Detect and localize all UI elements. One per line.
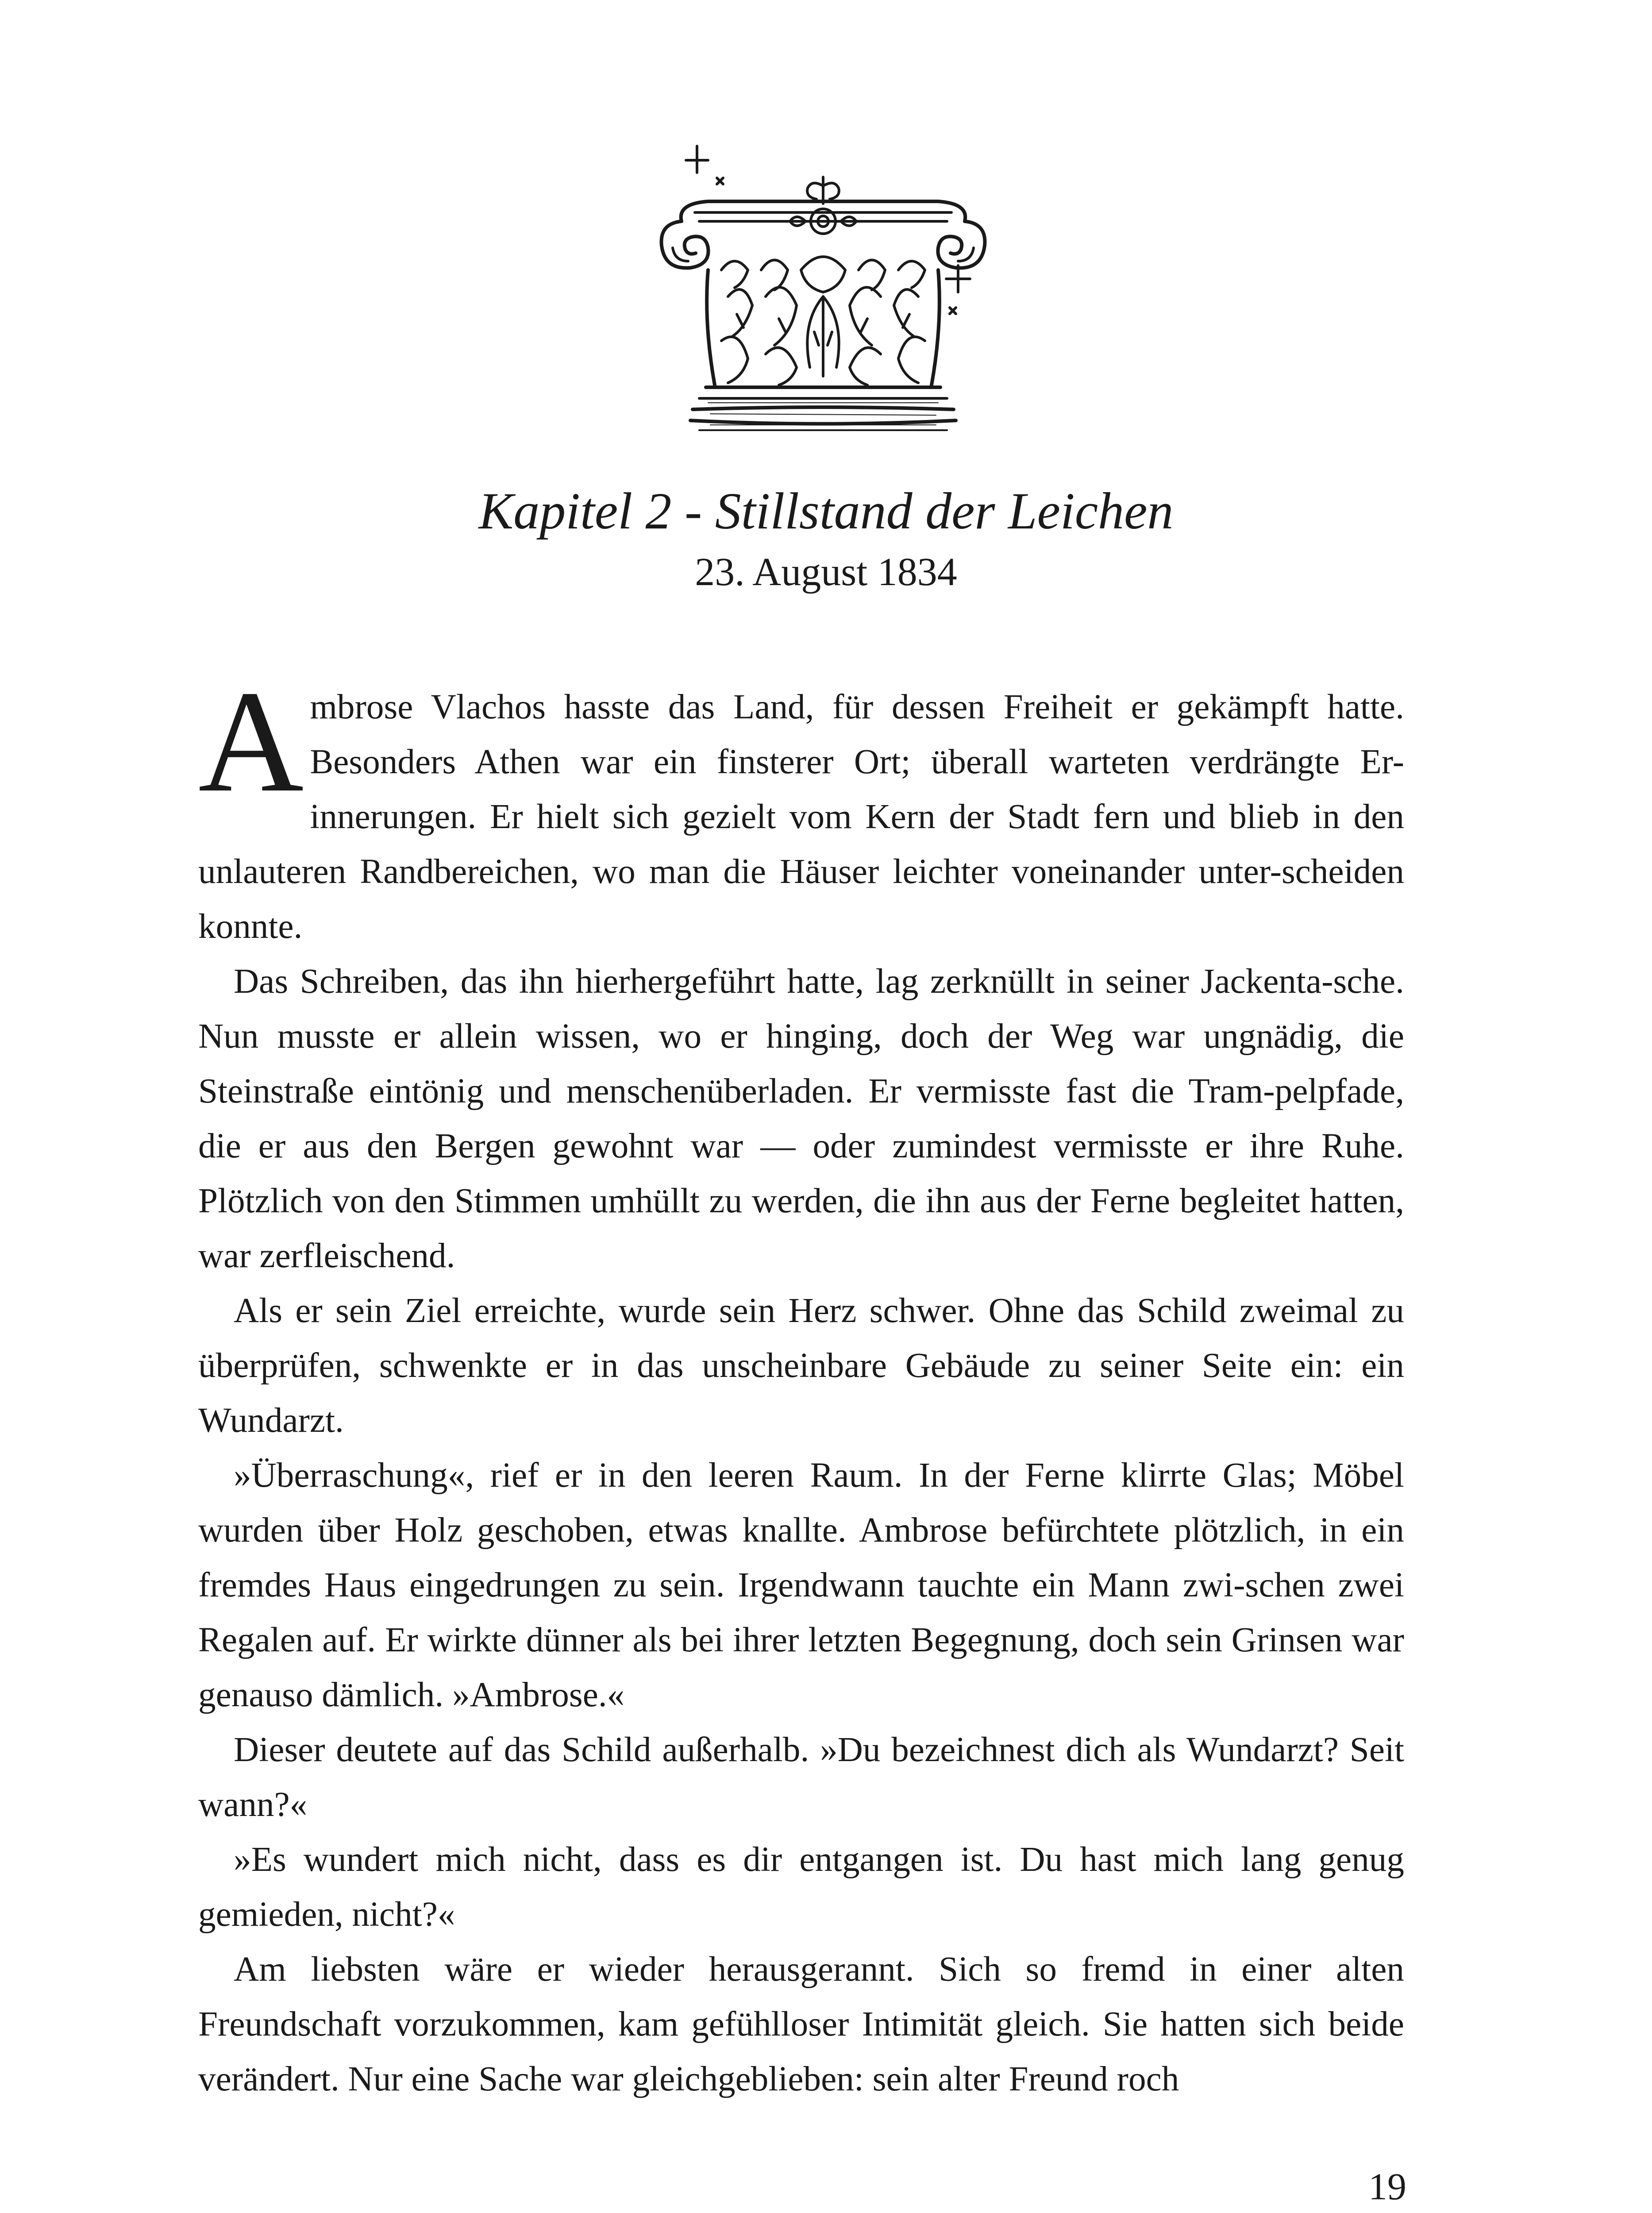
chapter-date: 23. August 1834 [695, 550, 957, 594]
paragraph: »Überraschung«, rief er in den leeren Raum. In der Ferne klirrte Glas; Möbel wurden über Holz geschoben, etwas knallte. Ambrose befürchtete plötzlich, in ein fremdes Haus eingedrungen zu sein. Irgendwann tauchte ein Mann zwi-schen zwei Regalen auf. Er wirkte dünner als bei ihrer letzten Begegnung, doch sein Grinsen war genauso dämlich. »Ambrose.« [198, 1456, 1404, 1714]
body-text [198, 661, 1404, 2106]
paragraph: Als er sein Ziel erreichte, wurde sein Herz schwer. Ohne das Schild zweimal zu überprüfen, schwenkte er in das unscheinbare Gebäude zu seiner Seite ein: ein Wundarzt. [198, 1291, 1404, 1440]
sparkle-icon [946, 266, 970, 314]
paragraph-text: mbrose Vlachos hasste das Land, für dessen Freiheit er gekämpft hatte. Besonders Athen war ein finsterer Ort; überall warteten verdrängte Er-innerungen. Er hielt sich gezielt vom Kern der Stadt fern und blieb in den unlauteren Randbereichen, wo man die Häuser leichter voneinander unter-scheiden konnte. [198, 687, 1404, 946]
chapter-title: Kapitel 2 - Stillstand der Leichen [478, 482, 1174, 540]
page-number: 19 [1368, 2165, 1406, 2208]
drop-cap: A [198, 661, 304, 822]
paragraph: Dieser deutete auf das Schild außerhalb. »Du bezeichnest dich als Wundarzt? Seit wann?« [198, 1730, 1404, 1824]
paragraph: »Es wundert mich nicht, dass es dir entgangen ist. Du hast mich lang genug gemieden, nicht?« [198, 1840, 1404, 1934]
sparkle-icon [686, 146, 723, 184]
paragraph [198, 661, 1404, 954]
corinthian-capital-icon [633, 137, 1013, 456]
paragraph: Das Schreiben, das ihn hierhergeführt hatte, lag zerknüllt in seiner Jackenta-sche. Nun musste er allein wissen, wo er hinging, doch der Weg war ungnädig, die Steinstraße eintönig und menschenüberladen. Er vermisste fast die Tram-pelpfade, die er aus den Bergen gewohnt war — oder zumindest vermisste er ihre Ruhe. Plötzlich von den Stimmen umhüllt zu werden, die ihn aus der Ferne begleitet hatten, war zerfleischend. [198, 962, 1404, 1275]
paragraph: Am liebsten wäre er wieder herausgerannt. Sich so fremd in einer alten Freundschaft vorzukommen, kam gefühlloser Intimität gleich. Sie hatten sich beide verändert. Nur eine Sache war gleichgeblieben: sein alter Freund roch [198, 1950, 1404, 2098]
